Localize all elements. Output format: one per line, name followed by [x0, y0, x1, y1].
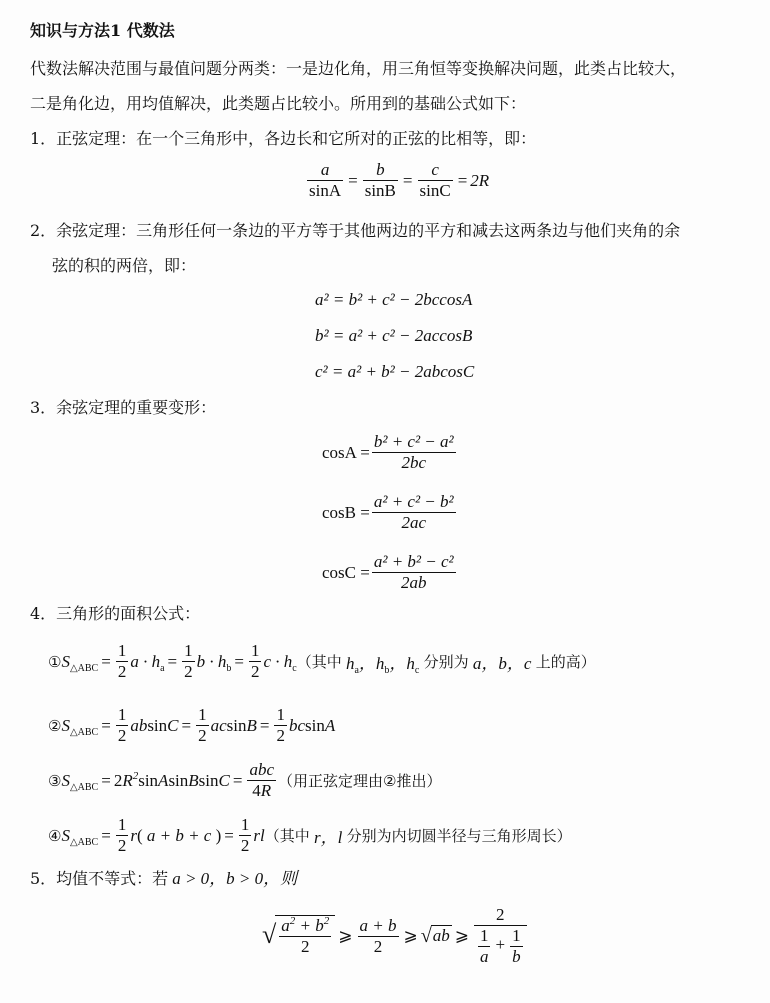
item-1-sine-law: 1．正弦定理：在一个三角形中，各边长和它所对的正弦的比相等，即：: [30, 129, 537, 148]
area-formula-3: ③ $S_{\triangle ABC}$ = $2R^2sinAsinBsinC$ = $\frac{\text{abc}}{4R}$ （用正弦定理由②推出）: [48, 760, 442, 800]
intro-line-2: 二是角化边，用均值解决，此类题占比较小。所用到的基础公式如下：: [30, 94, 527, 113]
cosA-formula: cosA = $\frac{\text{b² + c² − a²}}{2bc}$: [322, 432, 454, 472]
cosC-formula: cosC = $\frac{\text{a² + b² − c²}}{2ab}$: [322, 552, 454, 592]
section-heading: 知识与方法1 代数法: [30, 21, 175, 40]
item-4-area: 4．三角形的面积公式：: [30, 604, 201, 623]
item-2-cosine-law-cont: 弦的积的两倍，即：: [52, 256, 197, 275]
cosine-law-c: c² = a² + b² − 2abcosC: [315, 362, 475, 381]
item-3-cosine-variants: 3．余弦定理的重要变形：: [30, 398, 217, 417]
cosB-formula: cosB = $\frac{\text{a² + c² − b²}}{2ac}$: [322, 492, 454, 532]
area-formula-1: ① $S_{\triangle ABC}$ = $\frac{1}{2}$ $a \cdot h_a$ = $\frac{1}{2}$ $b \cdot h_b$ = $\frac{1}{2}$ $c \cdot h_c$ （其中 $h_a$，$h_b$，$h_c$ 分别为 a，b，c 上的高）: [48, 641, 596, 681]
intro-line-1: 代数法解决范围与最值问题分两类：一是边化角，用三角恒等变换解决问题，此类占比较大，: [30, 59, 687, 78]
cosine-law-b: b² = a² + c² − 2accosB: [315, 326, 473, 345]
cosine-law-a: a² = b² + c² − 2bccosA: [315, 290, 473, 309]
area-formula-2: ② $S_{\triangle ABC}$ = $\frac{1}{2}$ absinC = $\frac{1}{2}$ acsinB = $\frac{1}{2}$ bcsinA: [48, 705, 336, 745]
item-5-mean-inequality: 5．均值不等式：若 a > 0，b > 0，则: [30, 869, 298, 888]
mean-inequality-formula: √ $\frac{a^2 + b^2}{2}$ ⩾ $\frac{a + b}{2}$ ⩾ √ ab ⩾ 2 $\frac{1}{a}$ + $\frac{1}{b}$: [262, 905, 529, 967]
sine-law-formula: $\frac{a}{\sin A}$ = $\frac{b}{\sin B}$ = $\frac{c}{\sin C}$ = 2R: [309, 160, 490, 200]
item-2-cosine-law: 2．余弦定理：三角形任何一条边的平方等于其他两边的平方和减去这两条边与他们夹角的余: [30, 221, 681, 240]
area-formula-4: ④ $S_{\triangle ABC}$ = $\frac{1}{2}$ r( a + b + c ) = $\frac{1}{2}$ rl （其中 r，l 分别为内切圆半径与三角形周长）: [48, 815, 572, 855]
